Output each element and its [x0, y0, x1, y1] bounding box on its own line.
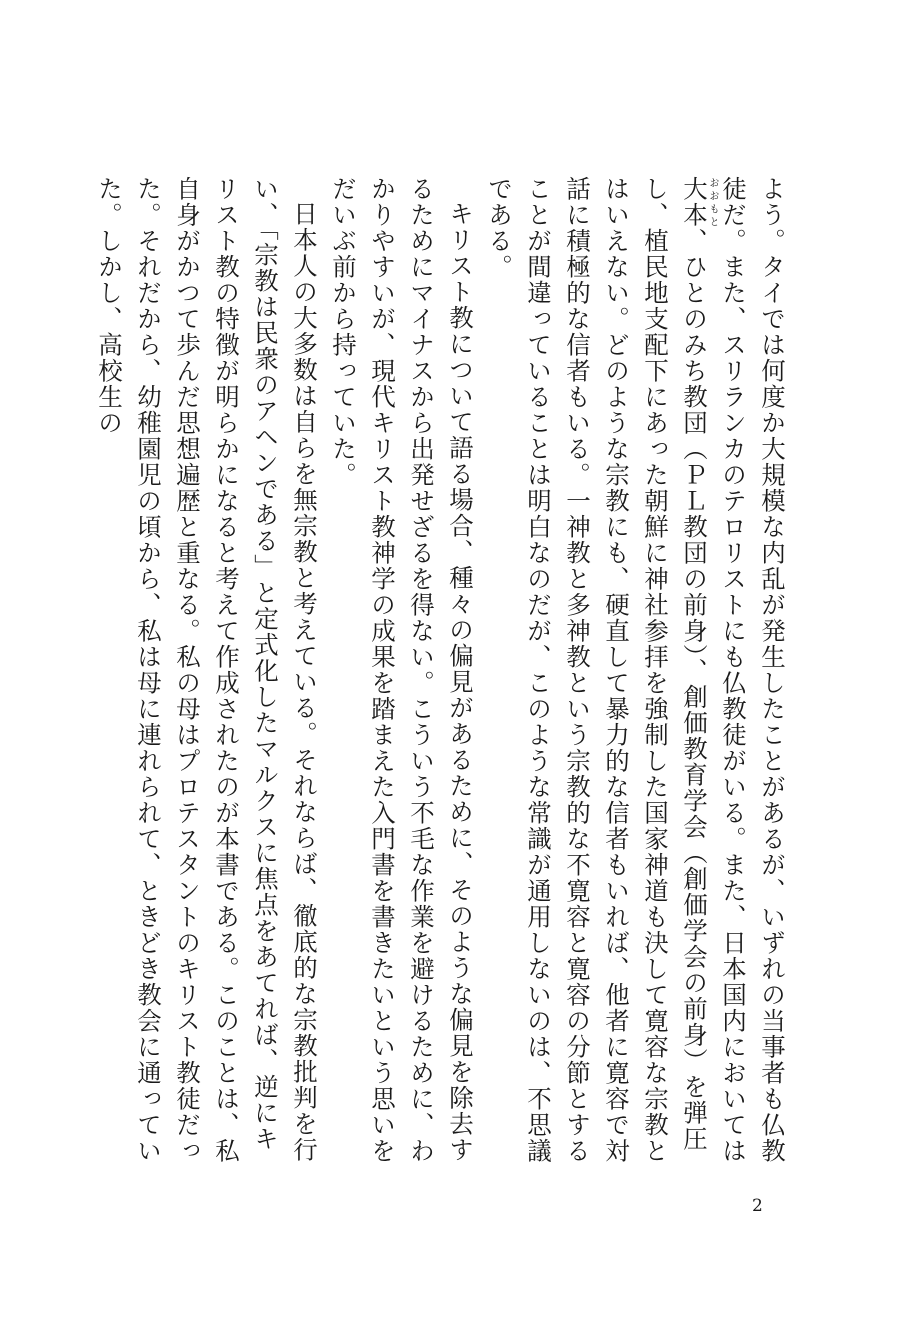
paragraph-2: キリスト教について語る場合、種々の偏見があるために、そのような偏見を除去するためにマイナスから出発せざるを得ない。こういう不毛な作業を避けるために、わかりやすいが、現代キリスト教神学の成果を踏まえた入門書を書きたいという思いをだいぶ前から持っていた。	[329, 176, 475, 1164]
paragraph-1-text-a: よう。タイでは何度か大規模な内乱が発生したことがあるが、いずれの当事者も仏教徒だ。また、スリランカのテロリストにも仏教徒がいる。また、日本国内においては	[719, 176, 787, 1164]
ruby-reading: おおもと	[707, 176, 718, 228]
paragraph-1-text-b: 、ひとのみち教団（ＰＬ教団の前身）、創価教育学会（創価学会の前身）を弾圧し、植民地支配下にあった朝鮮に神社参拝を強制した国家神道も決して寛容な宗教とはいえない。どのような宗教にも、硬直して暴力的な信者もいれば、他者に寛容で対話に積極的な信者もいる。一神教と多神教という宗教的な不寛容と寛容の分節とすることが間違っていることは明白なのだが、このような常識が通用しないのは、不思議である。	[485, 176, 709, 1164]
ruby-annotation	[680, 176, 718, 228]
ruby-base: 大本	[680, 176, 709, 228]
page-number: 2	[752, 1196, 763, 1216]
paragraph-3: 日本人の大多数は自らを無宗教と考えている。それならば、徹底的な宗教批判を行い、「宗教は民衆のアヘンである」と定式化したマルクスに焦点をあてれば、逆にキリスト教の特徴が明らかになると考えて作成されたのが本書である。このことは、私自身がかつて歩んだ思想遍歴と重なる。私の母はプロテスタントのキリスト教徒だった。それだから、幼稚園児の頃から、私は母に連れられて、ときどき教会に通っていた。しかし、高校生の	[95, 176, 319, 1164]
paragraph-1	[480, 176, 792, 1176]
vertical-text-body	[90, 176, 792, 1176]
